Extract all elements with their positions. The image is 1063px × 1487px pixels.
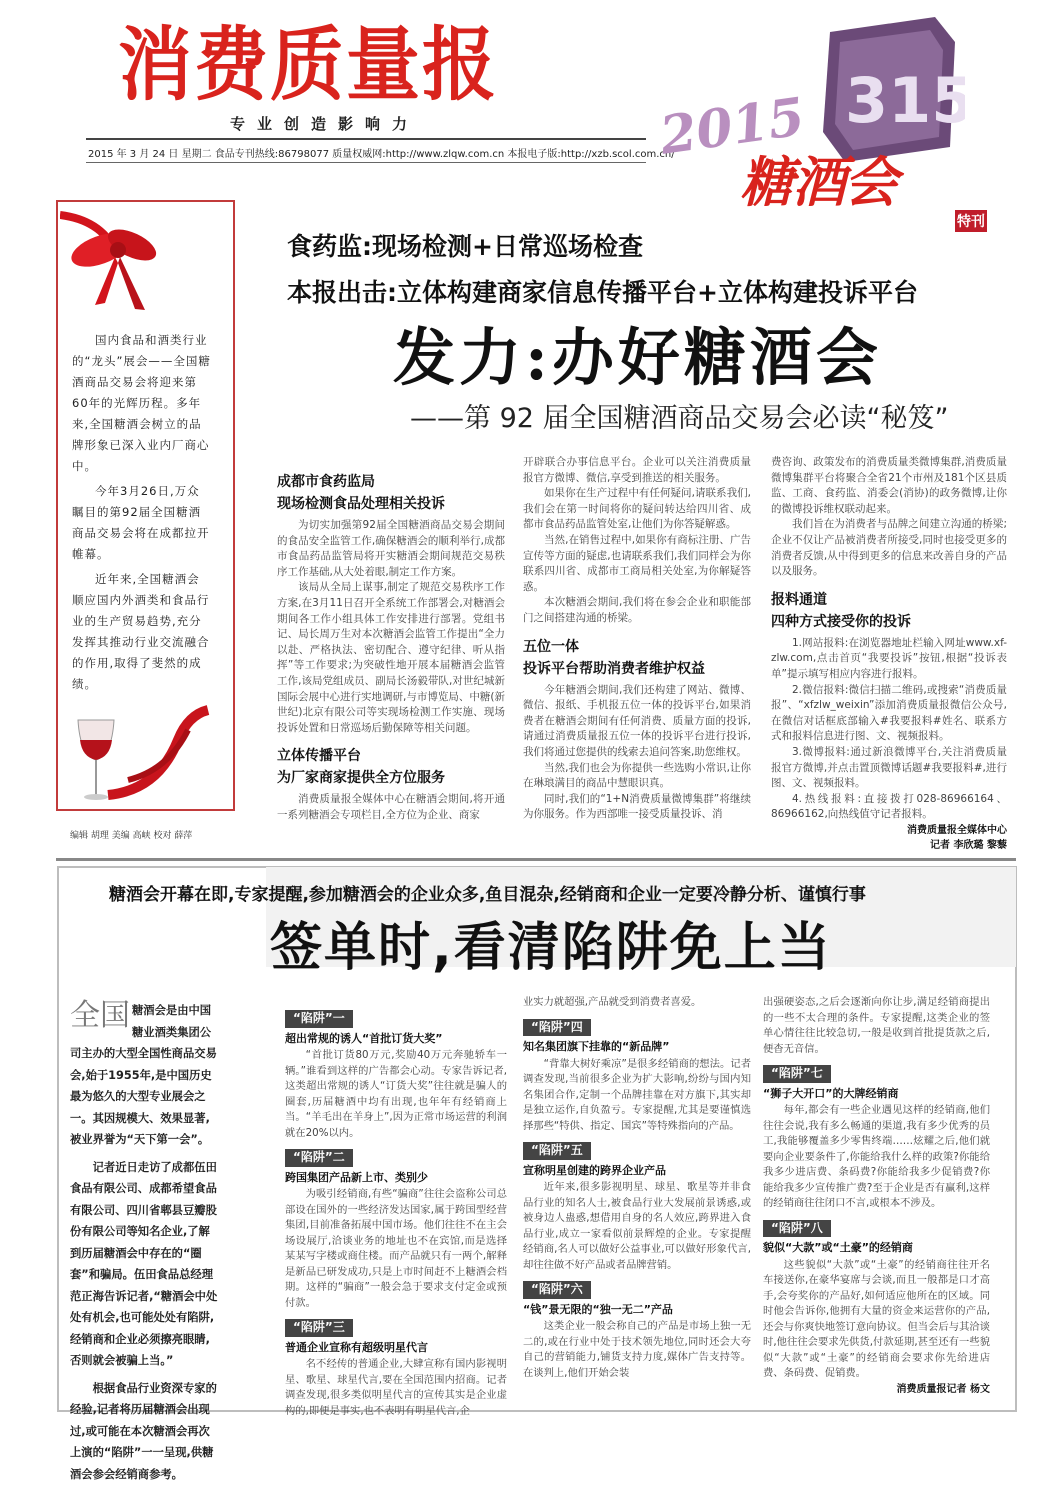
bottom-kicker: 糖酒会开幕在即,专家提醒,参加糖酒会的企业众多,鱼目混杂,经销商和企业一定要冷静分析、谨慎行事 xyxy=(109,885,866,905)
section-divider xyxy=(56,858,1016,861)
intro-paragraph: 根据食品行业资深专家的经验,记者将历届糖酒会出现过,或可能在本次糖酒会再次上演的“陷阱”一一呈现,供糖酒会参会经销商参考。 xyxy=(70,1381,217,1481)
trap-column-2 xyxy=(523,995,751,1381)
trap-title: 普通企业宣称有超级明星代言 xyxy=(285,1340,428,1354)
article-column-3 xyxy=(771,455,1007,854)
intro-paragraph: 糖酒会是由中国糖业酒类集团公司主办的大型全国性商品交易会,始于1955年,是中国历史最为悠久的大型专业展会之一。其因规模大、效果显著,被业界誉为“天下第一会”。 xyxy=(70,1004,217,1146)
trap-title: “钱”景无限的“独一无二”产品 xyxy=(523,1302,673,1316)
trap-title: 貌似“大款”或“土豪”的经销商 xyxy=(763,1241,913,1254)
article-paragraph: 当然,在销售过程中,如果你有商标注册、广告宣传等方面的疑虑,也请联系我们,我们同样会为你联系四川省、成都市工商局相关处室,为你解疑答惑。 xyxy=(523,533,751,593)
trap-text: 近年来,很多影视明星、球星、歌星等并非食品行业的知名人士,被食品行业大发展前景诱惑,或被身边人蛊惑,想借用自身的名人效应,跨界进入食品行业,成立一家看似前景辉煌的企业。专家提醒经销商,名人可以做好公益事业,可以做好形象代言,却往往做不好产品或者品牌营销。 xyxy=(523,1181,751,1271)
masthead-title: 消费质量报 xyxy=(118,19,498,113)
article-paragraph: 如果你在生产过程中有任何疑问,请联系我们,我们会在第一时间将你的疑问转达给四川省、成都市食品药品监管处室,让他们为你答疑解惑。 xyxy=(523,487,751,531)
article-signature: 消费质量报全媒体中心 xyxy=(907,824,1007,836)
article-paragraph: 当然,我们也会为你提供一些选购小常识,让你在琳琅满目的商品中慧眼识真。 xyxy=(523,761,751,790)
masthead-rule xyxy=(86,138,646,140)
article-column-1 xyxy=(277,470,505,824)
article-paragraph: 1.网站报料:在浏览器地址栏输入网址www.xf-zlw.com,点击首页“我要投诉”按钮,根据“投诉表单”提示填写相应内容进行报料。 xyxy=(771,636,1007,680)
trap-text: 这些貌似“大款”或“土豪”的经销商往往开名车接送你,在豪华宴席与会谈,而且一般都是口才高手,会夸奖你的产品好,如何适应他所在的区域。同时他会告诉你,他拥有大量的资金来运营你的产品,还会与你爽快地签订意向协议。但当会后与其洽谈时,他往往会要求先供货,付款延期,甚至还有一些貌似“大款”或“土豪”的经销商会要求你先给进店费、条码费、促销费。 xyxy=(763,1258,990,1379)
badge-special-tag: 特刊 xyxy=(955,210,987,232)
masthead-divider xyxy=(86,162,646,163)
section-heading: 立体传播平台 xyxy=(277,748,361,765)
masthead-info: 2015 年 3 月 24 日 星期二 食品专刊热线:86798077 质量权威网:http://www.zlqw.com.cn 本报电子版:http://xzb.scol.com.cn/ xyxy=(88,149,675,160)
trap-text: 这类企业一般会称自己的产品是市场上独一无二的,或在行业中处于技术领先地位,同时还会大夸自己的营销能力,铺货支持力度,媒体广告支持等。在谈判上,他们开始会装 xyxy=(523,1320,751,1379)
section-heading: 五位一体 xyxy=(523,638,579,655)
section-heading: 报料通道 xyxy=(771,591,827,608)
article-paragraph: 我们旨在为消费者与品牌之间建立沟通的桥梁;企业不仅让产品被消费者所接受,同时也接受更多的消费者反馈,从中得到更多的信息来改善自身的产品以及服务。 xyxy=(771,518,1007,578)
section-heading: 现场检测食品处理相关投诉 xyxy=(277,496,445,512)
section-heading: 成都市食药监局 xyxy=(277,474,375,490)
trap-column-1 xyxy=(285,1010,507,1419)
trap-column-3 xyxy=(763,995,990,1397)
article-column-2 xyxy=(523,455,751,823)
trap-title: 超出常规的诱人“首批订货大奖” xyxy=(285,1031,443,1045)
sub-headline: ——第 92 届全国糖酒商品交易会必读“秘笈” xyxy=(410,403,949,434)
wine-glass-icon xyxy=(68,700,218,810)
article-paragraph: 为切实加强第92届全国糖酒商品交易会期间的食品安全监管工作,确保糖酒会的顺利举行,成都市食品药品监管局将开实糖酒会期间规范交易秩序工作基础,从大处着眼,制定工作方案。 xyxy=(277,519,505,578)
article-paragraph: 4.热线报料:直接拨打028-86966164、86966162,向热线值守记者报料。 xyxy=(771,792,1007,821)
sidebar-paragraph: 国内食品和酒类行业的“龙头”展会——全国糖酒商品交易会将迎来第60年的光辉历程。多年来,全国糖酒会树立的品牌形象已深入业内厂商心中。 xyxy=(72,333,211,473)
sidebar-text xyxy=(72,330,212,699)
trap-text: “背靠大树好乘凉”是很多经销商的想法。记者调查发现,当前很多企业为扩大影响,纷纷与国内知名集团合作,定制一个品牌挂靠在对方旗下,其实却是独立运作,自负盈亏。专家提醒,尤其是要谨慎选择那些“特供、指定、国宾”等特殊指向的产品。 xyxy=(523,1057,751,1132)
trap-tag: “陷阱”七 xyxy=(763,1065,831,1083)
trap-tag: “陷阱”四 xyxy=(523,1019,591,1037)
article-paragraph: 3.微博报料:通过新浪微博平台,关注消费质量报官方微博,并点击置顶微博话题#我要报料#,进行图、文、视频报料。 xyxy=(771,745,1007,790)
trap-title: 跨国集团产品新上市、类别少 xyxy=(285,1170,428,1184)
bottom-headline: 签单时,看清陷阱免上当 xyxy=(270,918,832,978)
ribbon-bow-icon xyxy=(60,205,150,315)
trap-tag: “陷阱”五 xyxy=(523,1142,591,1160)
trap-text: 为吸引经销商,有些“骗商”往往会盗称公司总部设在国外的一些经济发达国家,属于跨国型经营集团,目前准备拓展中国市场。他们往往不在主会场设展厅,洽谈业务的地址也不在宾馆,而是选择某某写字楼或商住楼。而产品就只有一两个,解释是新品已研发成功,只是上市时间赶不上糖酒会档期。这样的“骗商”一般会急于要求支付定金或预付款。 xyxy=(285,1188,507,1309)
intro-drop-cap: 全国 xyxy=(70,998,130,1033)
article-byline: 记者 李欣璐 黎藜 xyxy=(930,840,1007,852)
trap-title: 知名集团旗下挂靠的“新品牌” xyxy=(523,1040,670,1053)
trap-text: 出强硬姿态,之后会逐渐向你让步,满足经销商提出的一些不太合理的条件。专家提醒,这类企业的签单心情往往比较急切,一般是收到首批提货款之后,便杳无音信。 xyxy=(763,996,990,1055)
trap-text: 每年,都会有一些企业遇见这样的经销商,他们往往会说,我有多么畅通的渠道,我有多少优秀的员工,我能够覆盖多少零售终端……炫耀之后,他们就要向企业要条件了,你能给我什么样的政策?你能给我多少进店费、条码费?你能给我多少促销费?你能给我多少宣传推广费?至于企业是否有赢利,这样的经销商往往闭口不言,或根本不涉及。 xyxy=(763,1104,990,1209)
trap-text: 名不经传的普通企业,大肆宣称有国内影视明星、歌星、球星代言,要在全国范围内招商。记者调查发现,很多类似明星代言的宣传其实是企业虚构的,即便是事实,也不表明有明星代言,企 xyxy=(285,1358,507,1417)
section-heading: 四种方式接受你的投诉 xyxy=(771,613,911,630)
trap-tag: “陷阱”一 xyxy=(285,1010,353,1028)
article-paragraph: 本次糖酒会期间,我们将在参会企业和职能部门之间搭建沟通的桥梁。 xyxy=(523,596,751,624)
article-paragraph: 2.微信报料:微信扫描二维码,或搜索“消费质量报”、“xfzlw_weixin”添加消费质量报微信公众号,在微信对话框底部输入#我要报料#姓名、联系方式和报料信息进行图、文、视频报料。 xyxy=(771,683,1007,743)
trap-text: “首批订货80万元,奖励40万元奔驰轿车一辆。”谁看到这样的广告都会心动。专家告诉记者,这类超出常规的诱人“订货大奖”往往就是骗人的圈套,历届糖酒中均有出现,也年年有经销商上当。“羊毛出在羊身上”,因为正常市场运营的利润就在20%以内。 xyxy=(285,1049,507,1139)
section-heading: 为厂家商家提供全方位服务 xyxy=(277,770,445,787)
trap-title: 宣称明星创建的跨界企业产品 xyxy=(523,1163,666,1177)
badge-315-text: 315 xyxy=(845,64,965,137)
trap-title: “狮子大开口”的大牌经销商 xyxy=(763,1086,899,1100)
trap-tag: “陷阱”三 xyxy=(285,1319,353,1337)
sidebar-paragraph: 今年3月26日,万众瞩目的第92届全国糖酒商品交易会将在成都拉开帷幕。 xyxy=(72,484,210,561)
sidebar-paragraph: 近年来,全国糖酒会顺应国内外酒类和食品行业的生产贸易趋势,充分发挥其推动行业交流融合的作用,取得了斐然的成绩。 xyxy=(72,572,210,691)
masthead-slogan: 专业创造影响力 xyxy=(230,115,420,133)
bottom-intro xyxy=(70,1000,220,1487)
main-headline: 发力:办好糖酒会 xyxy=(393,321,882,394)
bottom-signature: 消费质量报记者 杨文 xyxy=(896,1383,990,1395)
badge-fair-title: 糖酒会 xyxy=(740,150,896,214)
trap-tag: “陷阱”六 xyxy=(523,1281,591,1299)
article-paragraph: 费咨询、政策发布的消费质量类微博集群,消费质量微博集群平台将聚合全省21个市州及181个区县质监、工商、食药监、消委会(消协)的政务微博,让你的微博投诉维权联动起来。 xyxy=(771,456,1007,515)
section-heading: 投诉平台帮助消费者维护权益 xyxy=(523,660,705,677)
intro-paragraph: 记者近日走访了成都伍田食品有限公司、成都希望食品有限公司、四川省郫县豆瓣股份有限公司等知名企业,了解到历届糖酒会中存在的“圈套”和骗局。伍田食品总经理范正海告诉记者,“糖酒会中处处有机会,也可能处处有陷阱,经销商和企业必须擦亮眼睛,否则就会被骗上当。” xyxy=(70,1160,218,1367)
editors-credit: 编辑 胡理 美编 高峡 校对 薛萍 xyxy=(70,831,193,841)
article-paragraph: 今年糖酒会期间,我们还构建了网站、微博、微信、报纸、手机报五位一体的投诉平台,如果消费者在糖酒会期间有任何消费、质量方面的投诉,请通过消费质量报五位一体的投诉平台进行投诉,我们将通过您提供的线索去追问答案,助您维权。 xyxy=(523,683,751,758)
trap-tag: “陷阱”八 xyxy=(763,1220,831,1238)
article-paragraph: 消费质量报全媒体中心在糖酒会期间,将开通一系列糖酒会专项栏目,全方位为企业、商家 xyxy=(277,793,505,821)
article-paragraph: 开辟联合办事信息平台。企业可以关注消费质量报官方微博、微信,享受到推送的相关服务。 xyxy=(523,456,751,484)
article-paragraph: 同时,我们的“1+N消费质量微博集群”将继续为你服务。作为西部唯一接受质量投诉、消 xyxy=(523,792,751,821)
kicker-headline-1: 食药监:现场检测+日常巡场检查 xyxy=(287,232,643,261)
trap-text: 业实力就超强,产品就受到消费者喜爱。 xyxy=(523,996,702,1008)
kicker-headline-2: 本报出击:立体构建商家信息传播平台+立体构建投诉平台 xyxy=(287,278,918,307)
article-paragraph: 该局从全局上谋事,制定了规范交易秩序工作方案,在3月11日召开全系统工作部署会,对糖酒会期间各工作小组具体工作安排进行部署。党组书记、局长周万生对本次糖酒会监管工作提出“全力以赴、严格执法、密切配合、遵守纪律、听从指挥”等工作要求;为突破性地开展本届糖酒会监管工作,该局党组成员、副局长汤毅带队,对世纪城新国际会展中心进行实地调研,与市博览局、中糖(新世纪)北京有限公司等实现场检测工作实施、现场投诉处置和日常巡场后勤保障等相关问题。 xyxy=(277,581,505,734)
trap-tag: “陷阱”二 xyxy=(285,1149,353,1167)
badge-year: 2015 xyxy=(656,86,809,167)
